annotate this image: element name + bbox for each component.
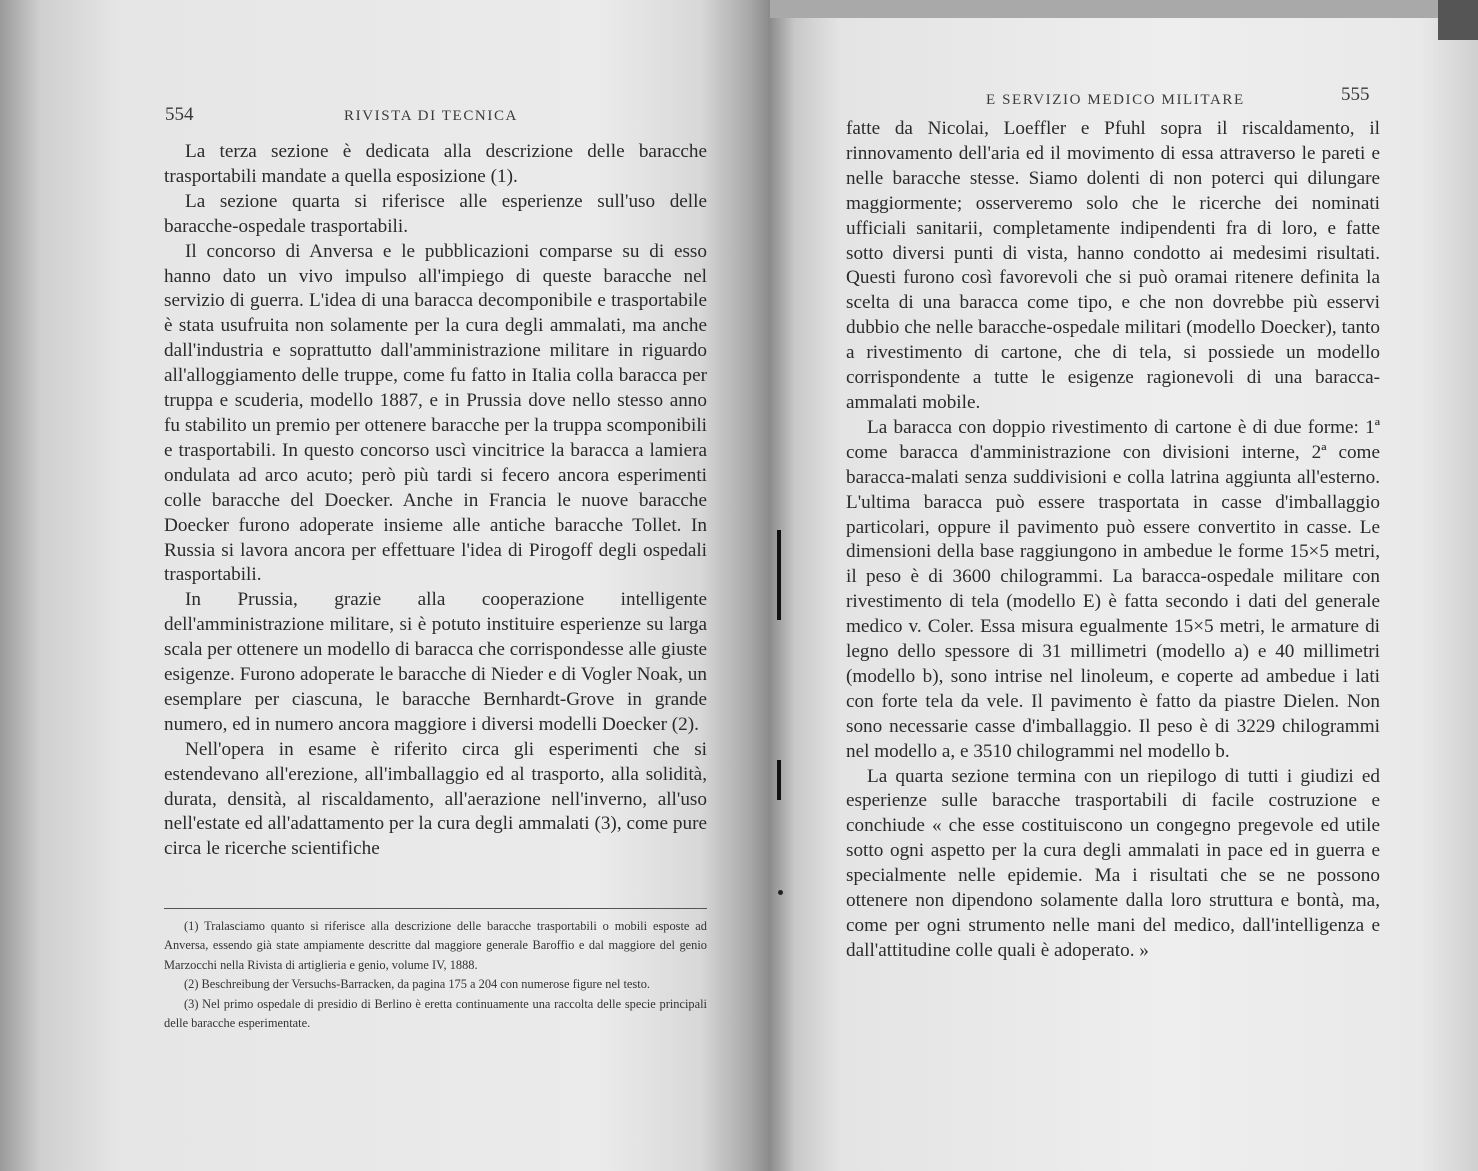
footnotes: [164, 917, 707, 1033]
running-header-left: RIVISTA DI TECNICA: [344, 108, 518, 124]
running-header-right: E SERVIZIO MEDICO MILITARE: [986, 92, 1245, 108]
paragraph: fatte da Nicolai, Loeffler e Pfuhl sopra il riscaldamento, il rinnovamento dell'aria ed il movimento di essa attraverso le pareti e nelle baracche stesse. Siamo dolenti di non poterci qui dilungare maggiormente; osserveremo solo che le ricerche dei nominati ufficiali sanitarii, completamente indipendenti fra di loro, e fatte sotto diversi punti di vista, hanno condotto ai medesimi risultati. Questi furono così favorevoli che si può oramai ritenere definita la scelta di una baracca come tipo, e che non dovrebbe più esservi dubbio che nelle baracche-ospedale militari (modello Doecker), tanto a rivestimento di cartone, che di tela, si possiede un modello corrispondente a tutte le esigenze ragionevoli di una baracca-ammalati mobile.: [846, 118, 1380, 413]
footnote: (2) Beschreibung der Versuchs-Barracken, da pagina 175 a 204 con numerose figure nel testo.: [184, 977, 650, 992]
page-top-edge: [770, 0, 1478, 18]
paragraph: La baracca con doppio rivestimento di cartone è di due forme: 1ª come baracca d'amministrazione con divisioni interne, 2ª come baracca-malati senza suddivisioni e colla latrina aggiunta all'esterno. L'ultima baracca può essere trasportata in casse d'imballaggio particolari, oppure il pavimento può essere convertito in casse. Le dimensioni della base raggiungono in ambedue le forme 15×5 metri, il peso è di 3600 chilogrammi. La baracca-ospedale militare con rivestimento di tela (modello E) è fatta secondo i dati del generale medico v. Coler. Essa misura egualmente 15×5 metri, le armature di legno dello spessore di 31 millimetri (modello a) e 40 millimetri (modello b), sono intrise nel linoleum, e coperte ad ambedue i lati con forte tela da vele. Il pavimento è fatto da piastre Dielen. Non sono necessarie casse d'imballaggio. Il peso è di 3229 chilogrammi nel modello a, e 3510 chilogrammi nel modello b.: [846, 416, 1380, 762]
scan-corner: [1438, 0, 1478, 40]
binding-shadow: [777, 530, 781, 620]
page-number-right: 555: [1341, 84, 1370, 105]
footnote: (3) Nel primo ospedale di presidio di Berlino è eretta continuamente una raccolta delle specie principali delle baracche esperimentate.: [164, 996, 707, 1031]
right-body-text: [846, 117, 1380, 964]
paragraph: La terza sezione è dedicata alla descrizione delle baracche trasportabili mandate a quella esposizione (1).: [164, 141, 707, 187]
paragraph: Il concorso di Anversa e le pubblicazioni comparse su di esso hanno dato un vivo impulso all'impiego di queste baracche nel servizio di guerra. L'idea di una baracca decomponibile e trasportabile è stata usufruita non solamente per la cura degli ammalati, ma anche dall'industria e soprattutto dall'amministrazione militare in riguardo all'alloggiamento delle truppe, come fu fatto in Italia colla baracca per truppa e scuderia, modello 1887, e in Prussia dove nello stesso anno fu stabilito un premio per ottenere baracche per la truppa scomponibili e trasportabili. In questo concorso uscì vincitrice la baracca a lamiera ondulata ad arco acuto; però più tardi si fecero ancora esperimenti colle baracche del Doecker. Anche in Francia le nuove baracche Doecker furono adoperate insieme alle antiche baracche Tollet. In Russia si lavora ancora per effettuare l'idea di Pirogoff degli ospedali trasportabili.: [164, 240, 707, 586]
paragraph: In Prussia, grazie alla cooperazione intelligente dell'amministrazione militare, si è potuto instituire esperienze su larga scala per ottenere un modello di baracca che corrispondesse alle giuste esigenze. Furono adoperate le baracche di Nieder e di Vogler Noak, un esemplare per ciascuna, le baracche Bernhardt-Grove in grande numero, ed in numero ancora maggiore i diversi modelli Doecker (2).: [164, 589, 707, 735]
paper-speck: [778, 890, 783, 895]
binding-shadow: [777, 760, 781, 800]
footnote-divider: [164, 908, 707, 909]
paragraph: Nell'opera in esame è riferito circa gli esperimenti che si estendevano all'erezione, all'imballaggio ed al trasporto, alla solidità, durata, densità, al riscaldamento, all'aerazione nell'inverno, all'uso nell'estate ed all'adattamento per la cura degli ammalati (3), come pure circa le ricerche scientifiche: [164, 738, 707, 860]
footnote: (1) Tralasciamo quanto si riferisce alla descrizione delle baracche trasportabili o mobili esposte ad Anversa, essendo già state ampiamente descritte dal maggiore generale Baroffio e dal maggiore del genio Marzocchi nella Rivista di artiglieria e genio, volume IV, 1888.: [164, 919, 707, 972]
paragraph: La sezione quarta si riferisce alle esperienze sull'uso delle baracche-ospedale trasportabili.: [164, 190, 707, 237]
paragraph: La quarta sezione termina con un riepilogo di tutti i giudizi ed esperienze sulle baracche trasportabili di facile costruzione e conchiude « che esse costituiscono un congegno pregevole ed utile sotto ogni aspetto per la cura degli ammalati in pace ed in guerra e specialmente nelle epidemie. Ma i risultati che se ne possono ottenere non dipendono solamente dalla loro struttura e bontà, ma, come per ogni strumento nelle mani del medico, dall'intelligenza e dall'attitudine colle quali è adoperato. »: [846, 765, 1380, 961]
page-number-left: 554: [165, 104, 194, 125]
left-body-text: [164, 140, 707, 862]
